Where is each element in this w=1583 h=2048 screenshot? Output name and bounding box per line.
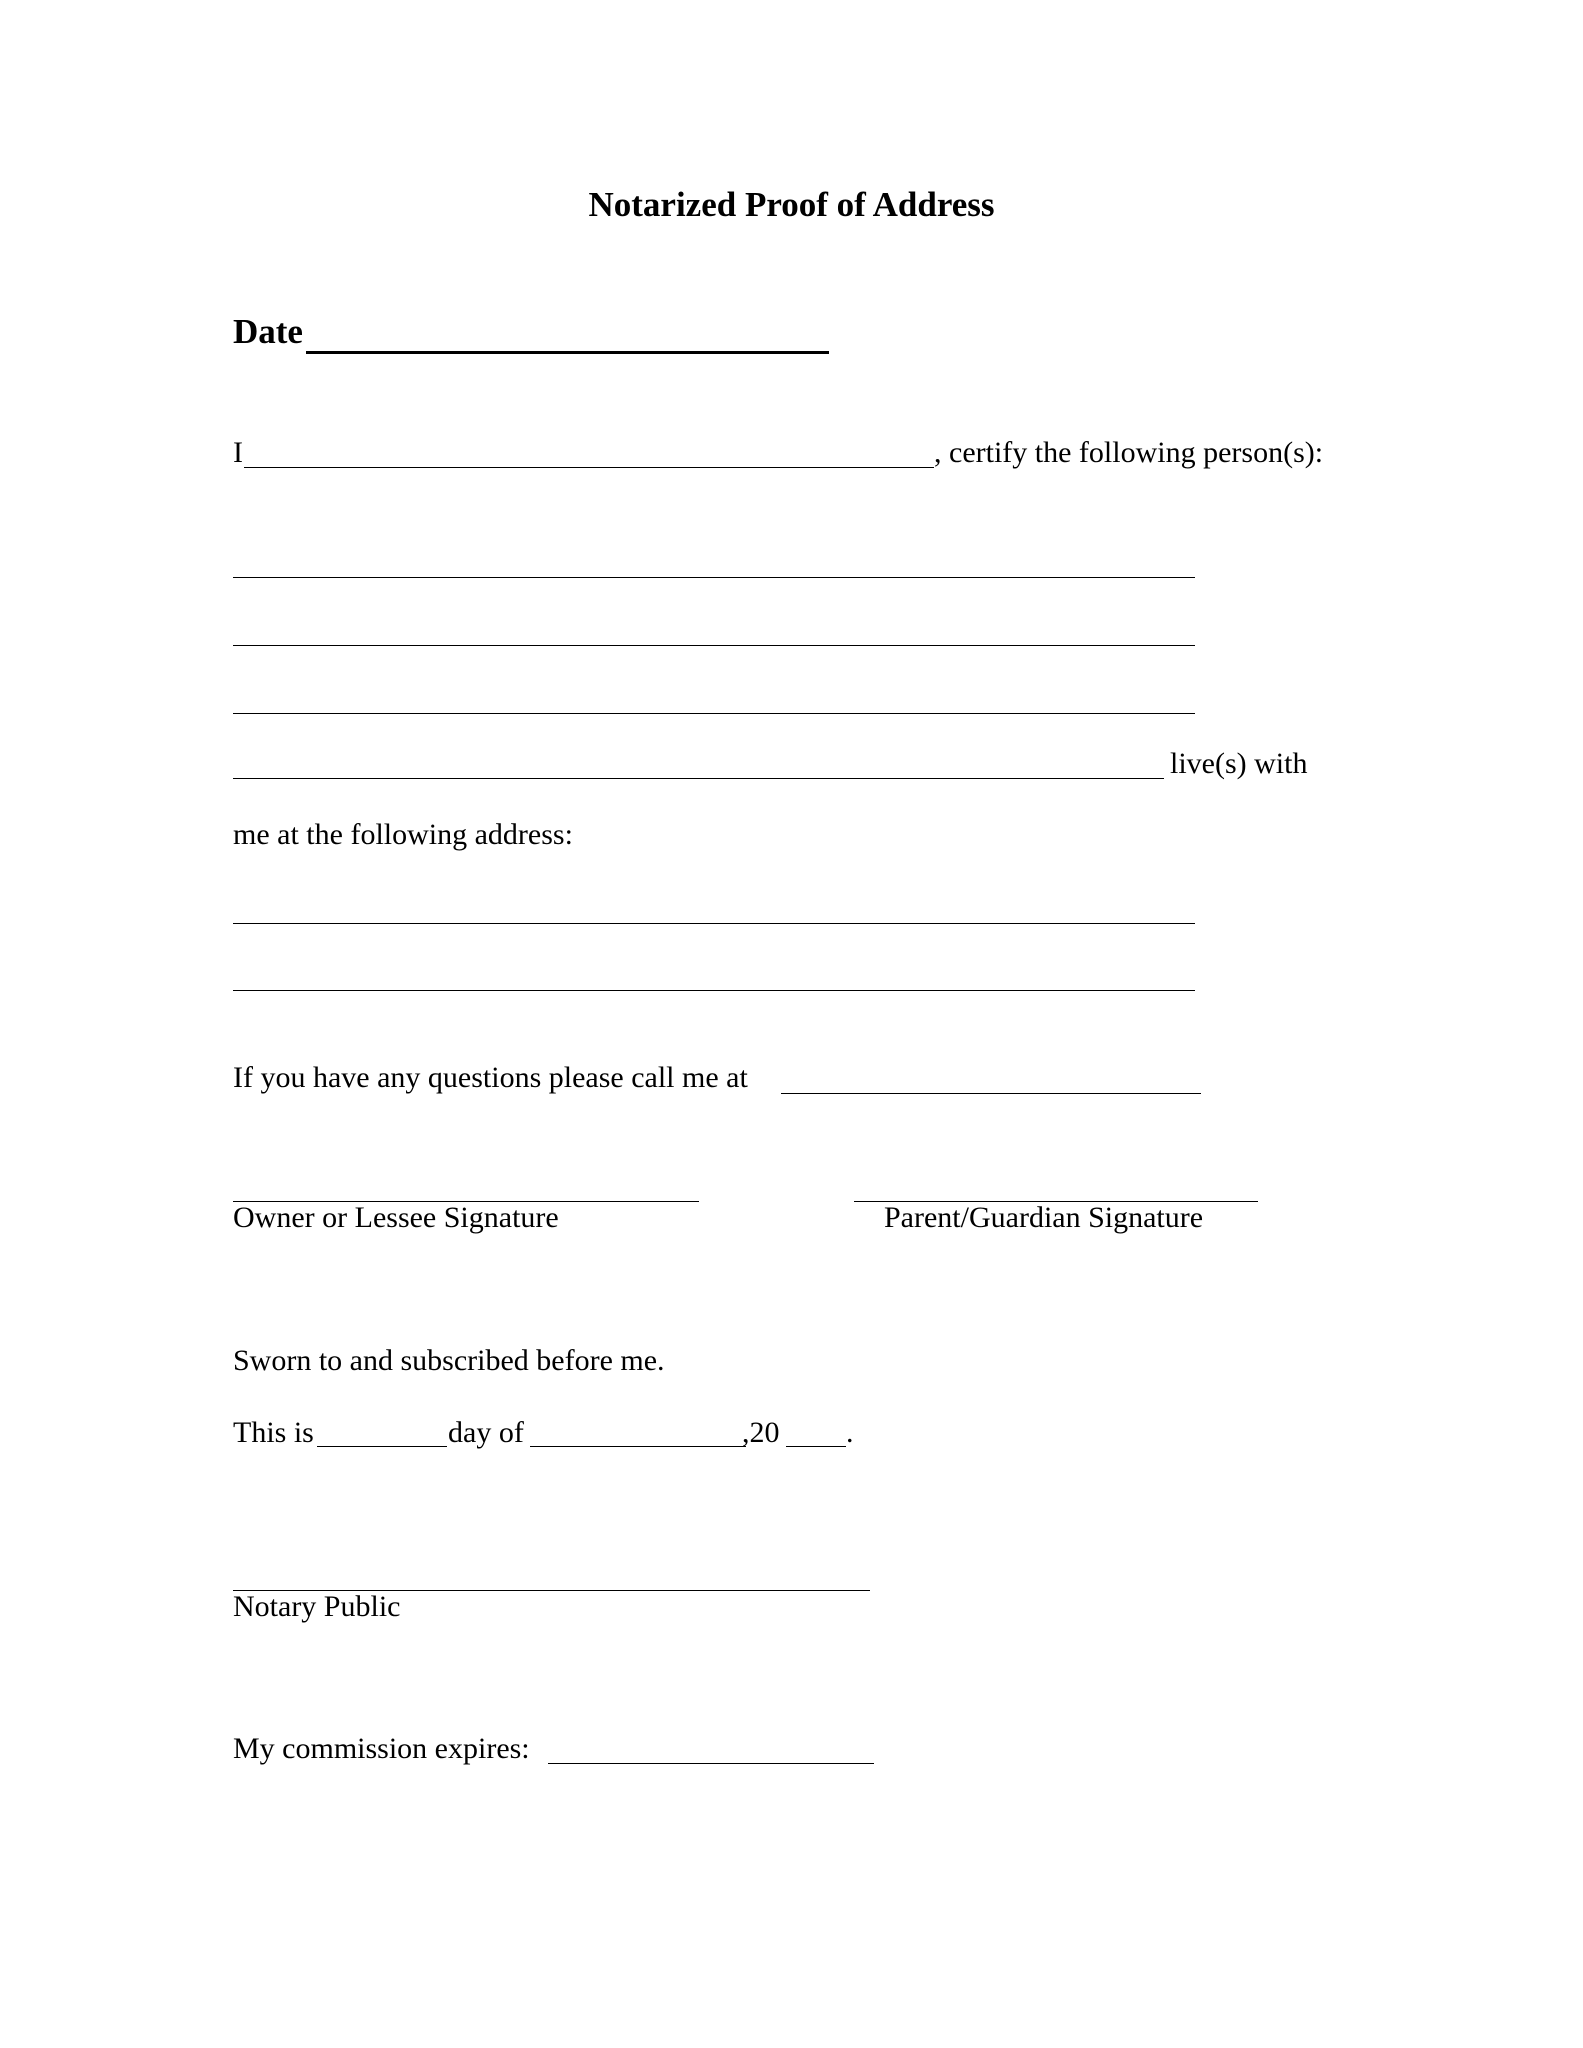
certifier-name-underline bbox=[244, 467, 934, 468]
notary-signature-field[interactable] bbox=[233, 1557, 870, 1591]
document-title: Notarized Proof of Address bbox=[588, 185, 995, 224]
notary-label: Notary Public bbox=[233, 1590, 401, 1623]
owner-signature-field[interactable] bbox=[233, 1168, 699, 1202]
date-label: Date bbox=[233, 312, 303, 351]
person-field-1[interactable] bbox=[233, 544, 1195, 578]
date-field[interactable] bbox=[306, 318, 829, 352]
address-underline-2 bbox=[233, 990, 1195, 991]
day-field[interactable] bbox=[317, 1413, 447, 1447]
certify-suffix: , certify the following person(s): bbox=[934, 436, 1324, 469]
sworn-text: Sworn to and subscribed before me. bbox=[233, 1344, 665, 1377]
year-underline bbox=[786, 1446, 846, 1447]
day-underline bbox=[317, 1446, 447, 1447]
lives-with-text: live(s) with bbox=[1170, 747, 1308, 780]
date-underline bbox=[306, 351, 829, 354]
questions-text: If you have any questions please call me at bbox=[233, 1061, 748, 1094]
commission-date-underline bbox=[548, 1763, 874, 1764]
person-underline-4 bbox=[233, 778, 1164, 779]
this-is-text: This is bbox=[233, 1416, 314, 1449]
person-field-2[interactable] bbox=[233, 612, 1195, 646]
phone-underline bbox=[781, 1093, 1201, 1094]
month-field[interactable] bbox=[530, 1413, 746, 1447]
certifier-name-field[interactable] bbox=[244, 436, 934, 470]
person-field-4[interactable] bbox=[233, 745, 1164, 779]
owner-signature-label: Owner or Lessee Signature bbox=[233, 1201, 559, 1234]
person-underline-1 bbox=[233, 577, 1195, 578]
address-field-1[interactable] bbox=[233, 890, 1195, 924]
parent-signature-label: Parent/Guardian Signature bbox=[884, 1201, 1204, 1234]
commission-date-field[interactable] bbox=[548, 1730, 874, 1764]
year-prefix-text: ,20 bbox=[742, 1416, 780, 1449]
address-underline-1 bbox=[233, 923, 1195, 924]
person-underline-3 bbox=[233, 713, 1195, 714]
person-underline-2 bbox=[233, 645, 1195, 646]
month-underline bbox=[530, 1446, 746, 1447]
certify-prefix: I bbox=[233, 436, 243, 469]
commission-label: My commission expires: bbox=[233, 1732, 530, 1765]
day-of-text: day of bbox=[448, 1416, 524, 1449]
address-field-2[interactable] bbox=[233, 957, 1195, 991]
address-intro-text: me at the following address: bbox=[233, 818, 573, 851]
period-text: . bbox=[846, 1416, 854, 1449]
person-field-3[interactable] bbox=[233, 680, 1195, 714]
parent-signature-field[interactable] bbox=[854, 1168, 1258, 1202]
phone-field[interactable] bbox=[781, 1060, 1201, 1094]
year-field[interactable] bbox=[786, 1413, 846, 1447]
